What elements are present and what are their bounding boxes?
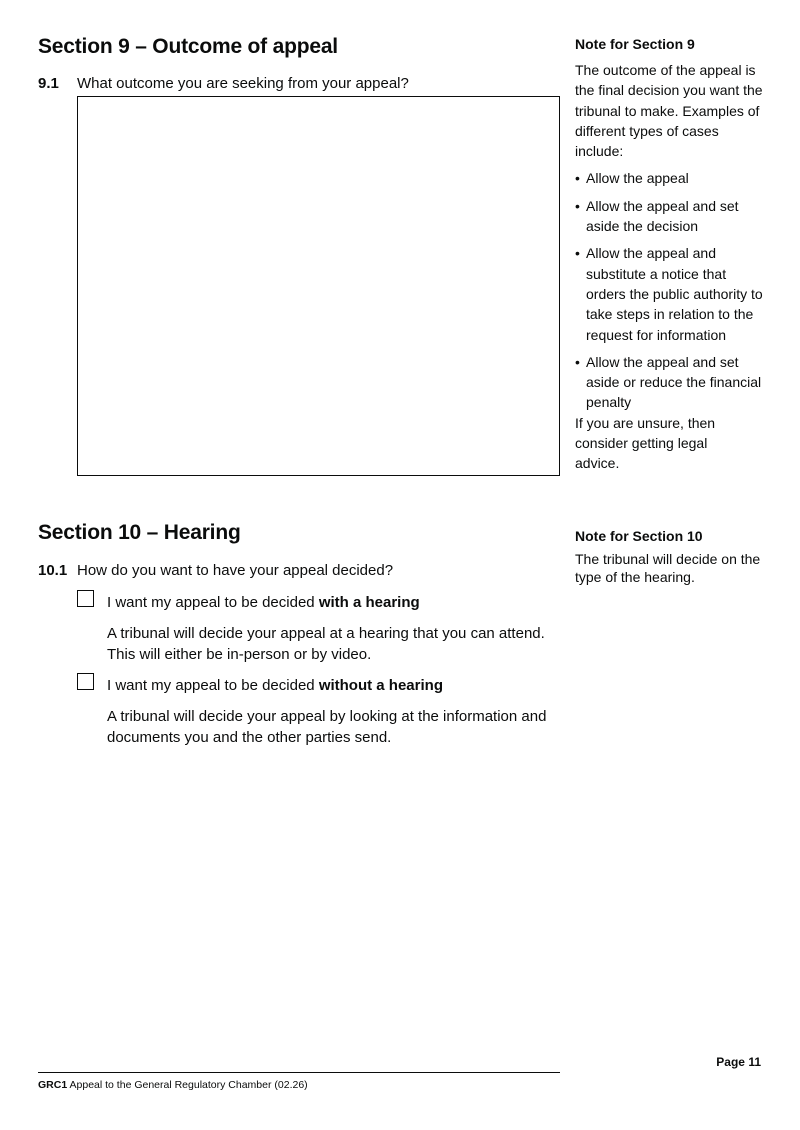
note-9-intro: The outcome of the appeal is the final decision you want the tribunal to make. Examples of different types of cases include: bbox=[575, 62, 763, 160]
note-9-bullet: • Allow the appeal and substitute a notice that orders the public authority to take steps in relation to the request for information bbox=[575, 243, 763, 344]
with-hearing-checkbox[interactable] bbox=[77, 590, 94, 607]
without-hearing-label bbox=[107, 677, 443, 694]
with-hearing-label-bold: with a hearing bbox=[318, 594, 420, 611]
with-hearing-label bbox=[107, 594, 420, 611]
without-hearing-label-text: I want my appeal to be decided bbox=[107, 677, 319, 694]
without-hearing-checkbox[interactable] bbox=[77, 673, 94, 690]
note-10-text: The tribunal will decide on the type of the hearing. bbox=[575, 551, 761, 585]
note-9-title: Note for Section 9 bbox=[575, 36, 695, 52]
with-hearing-label-text: I want my appeal to be decided bbox=[107, 594, 319, 611]
section-9-heading: Section 9 – Outcome of appeal bbox=[38, 35, 338, 58]
note-section-10 bbox=[575, 528, 765, 586]
note-9-outro: If you are unsure, then consider getting legal advice. bbox=[575, 414, 716, 472]
footer-divider bbox=[38, 1072, 560, 1073]
with-hearing-description: A tribunal will decide your appeal at a hearing that you can attend. This will either be in-person or by video. bbox=[107, 625, 545, 663]
question-10-1-number: 10.1 bbox=[38, 562, 68, 579]
without-hearing-label-bold: without a hearing bbox=[318, 677, 443, 694]
question-9-1-text: What outcome you are seeking from your appeal? bbox=[77, 75, 409, 92]
note-10-title: Note for Section 10 bbox=[575, 528, 703, 544]
note-9-bullet: • Allow the appeal and set aside or reduce the financial penalty bbox=[575, 352, 763, 413]
question-9-1-number: 9.1 bbox=[38, 75, 59, 92]
footer-form-code: GRC1 bbox=[38, 1079, 68, 1091]
section-10-heading: Section 10 – Hearing bbox=[38, 521, 241, 544]
note-9-bullet-list bbox=[575, 168, 763, 412]
question-10-1-text: How do you want to have your appeal decided? bbox=[77, 562, 394, 579]
page-number: Page 11 bbox=[716, 1055, 761, 1069]
note-9-bullet: • Allow the appeal and set aside the decision bbox=[575, 196, 763, 237]
note-9-bullet: • Allow the appeal bbox=[575, 168, 763, 188]
note-section-9 bbox=[575, 36, 763, 474]
footer-form-name: Appeal to the General Regulatory Chamber (02.26) bbox=[67, 1079, 308, 1091]
footer-form-title bbox=[38, 1079, 308, 1091]
without-hearing-description: A tribunal will decide your appeal by looking at the information and documents you and the other parties send. bbox=[107, 708, 547, 746]
outcome-answer-box[interactable] bbox=[77, 96, 560, 476]
